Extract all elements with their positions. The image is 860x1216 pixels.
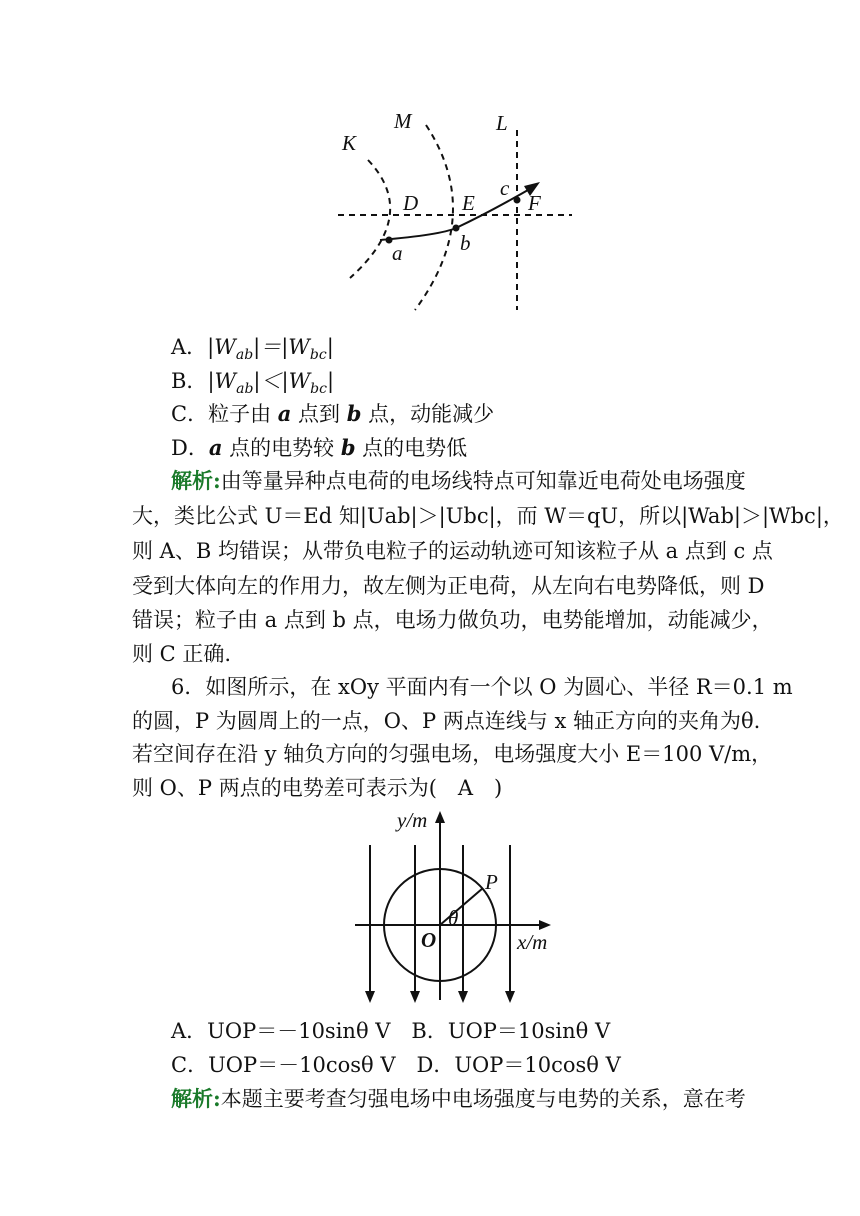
line-M xyxy=(415,125,453,310)
q5-option-b: B．$|W_{ab}|<|W_{bc}|$ xyxy=(171,369,335,398)
label-K: K xyxy=(342,131,357,155)
q5-option-a: A．$|W_{ab}|=|W_{bc}|$ xyxy=(171,335,334,364)
label-D: D xyxy=(403,191,419,215)
q6-stem-line-1: 6．如图所示，在 xOy 平面内有一个以 O 为圆心、半径 R＝0.1 m xyxy=(171,675,793,699)
q5-analysis-line-5: 错误；粒子由 a 点到 b 点，电场力做负功，电势能增加，动能减少， xyxy=(132,608,773,632)
q6-stem-line-3: 若空间存在沿 y 轴负方向的匀强电场，电场强度大小 E＝100 V/m， xyxy=(132,742,773,766)
label-a: a xyxy=(392,241,403,265)
q5-option-c: C．粒子由 a 点到 b 点，动能减少 xyxy=(171,401,495,426)
analysis-label: 解析: xyxy=(171,1086,221,1111)
q6-analysis-line-1: 解析:本题主要考查匀强电场中电场强度与电势的关系，意在考 xyxy=(171,1086,746,1111)
label-c: c xyxy=(500,176,510,200)
figure-field-lines xyxy=(320,100,590,320)
origin-label: O xyxy=(421,928,437,952)
label-b: b xyxy=(460,231,471,255)
q6-stem-line-4: 则 O、P 两点的电势差可表示为( A ) xyxy=(132,776,503,800)
point-label: P xyxy=(485,870,498,894)
q6-options-line-1: A．UOP＝－10sinθ V B．UOP＝10sinθ V xyxy=(171,1019,611,1043)
y-axis-label: y/m xyxy=(397,808,428,832)
angle-label: θ xyxy=(448,906,459,930)
label-L: L xyxy=(496,111,508,135)
line-K xyxy=(350,160,390,278)
q6-stem-line-2: 的圆，P 为圆周上的一点，O、P 两点连线与 x 轴正方向的夹角为θ. xyxy=(132,709,761,733)
analysis-label: 解析: xyxy=(171,468,221,493)
q6-options-line-2: C．UOP＝－10cosθ V D．UOP＝10cosθ V xyxy=(171,1053,621,1077)
label-F: F xyxy=(528,191,541,215)
q5-option-d: D．a 点的电势较 b 点的电势低 xyxy=(171,435,468,460)
x-axis-label: x/m xyxy=(517,930,548,954)
label-E: E xyxy=(462,191,475,215)
q5-analysis-line-3: 则 A、B 均错误；从带负电粒子的运动轨迹可知该粒子从 a 点到 c 点 xyxy=(132,539,773,563)
q5-analysis-line-1: 解析:由等量异种点电荷的电场线特点可知靠近电荷处电场强度 xyxy=(171,468,746,493)
q5-analysis-line-2: 大，类比公式 U＝Ed 知|Uab|＞|Ubc|，而 W＝qU，所以|Wab|＞|Wbc|， xyxy=(132,504,844,528)
q5-analysis-line-6: 则 C 正确. xyxy=(132,642,232,666)
label-M: M xyxy=(394,109,412,133)
figure-uniform-field xyxy=(345,805,565,1010)
q5-analysis-line-4: 受到大体向左的作用力，故左侧为正电荷，从左向右电势降低，则 D xyxy=(132,574,765,598)
